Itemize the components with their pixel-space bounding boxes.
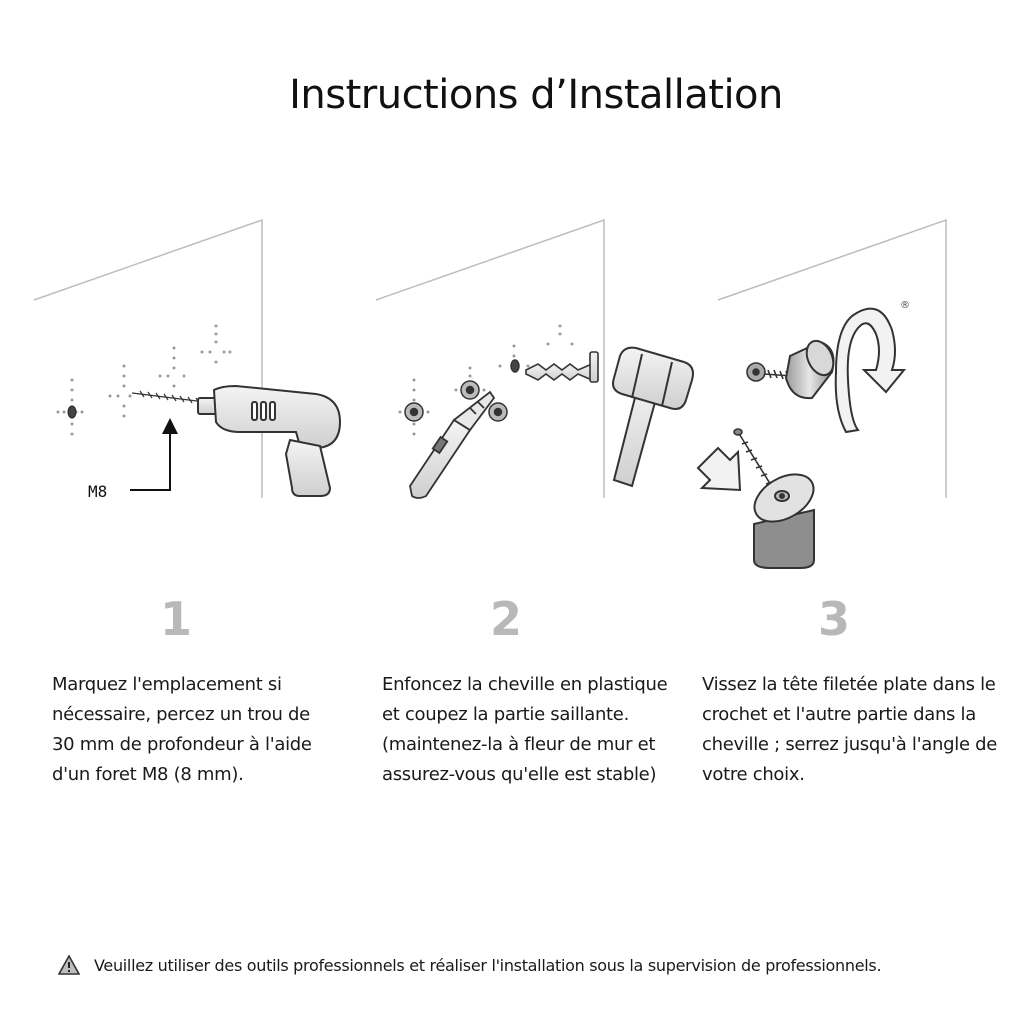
m8-callout-arrow bbox=[130, 418, 178, 490]
warning-text: Veuillez utiliser des outils professionnels et réaliser l'installation sous la supervision de professionnels. bbox=[94, 955, 882, 975]
dotted-marks bbox=[57, 325, 232, 436]
step-1-illustration bbox=[34, 220, 340, 501]
step-1-number: 1 bbox=[159, 592, 192, 646]
drill-bit bbox=[132, 391, 205, 404]
wall-outline bbox=[376, 220, 604, 498]
step-3-number: 3 bbox=[817, 592, 850, 646]
insert-arrow-icon bbox=[698, 448, 740, 490]
hook-knob-icon bbox=[786, 337, 838, 399]
dotted-marks bbox=[399, 325, 574, 436]
drill-icon bbox=[198, 386, 340, 496]
warning-triangle-icon bbox=[58, 955, 80, 975]
hammer-icon bbox=[613, 348, 693, 486]
step-2-illustration bbox=[376, 220, 693, 498]
drill-hole bbox=[68, 406, 76, 418]
step-2-text: Enfoncez la cheville en plastique et coupez la partie saillante. (maintenez-la à fleur de mur et assurez-vous qu'elle est stable) bbox=[382, 674, 668, 785]
registered-mark: ® bbox=[900, 300, 910, 311]
step-1-text: Marquez l'emplacement si nécessaire, percez un trou de 30 mm de profondeur à l'aide d'un foret M8 (8 mm). bbox=[52, 674, 312, 785]
plastic-anchor-icon bbox=[526, 352, 598, 382]
wall-outline bbox=[34, 220, 262, 498]
wall-base-icon bbox=[746, 465, 821, 568]
m8-label: M8 bbox=[88, 482, 108, 501]
step-2-number: 2 bbox=[489, 592, 522, 646]
rotate-arrow-icon bbox=[836, 309, 904, 432]
warning-note bbox=[58, 955, 978, 975]
page-title: Instructions d’Installation bbox=[289, 72, 783, 118]
step-3-illustration bbox=[698, 220, 946, 568]
step-3-text: Vissez la tête filetée plate dans le crochet et l'autre partie dans la cheville ; serrez jusqu'à l'angle de votre choix. bbox=[702, 674, 998, 785]
anchor-heads bbox=[405, 360, 519, 421]
